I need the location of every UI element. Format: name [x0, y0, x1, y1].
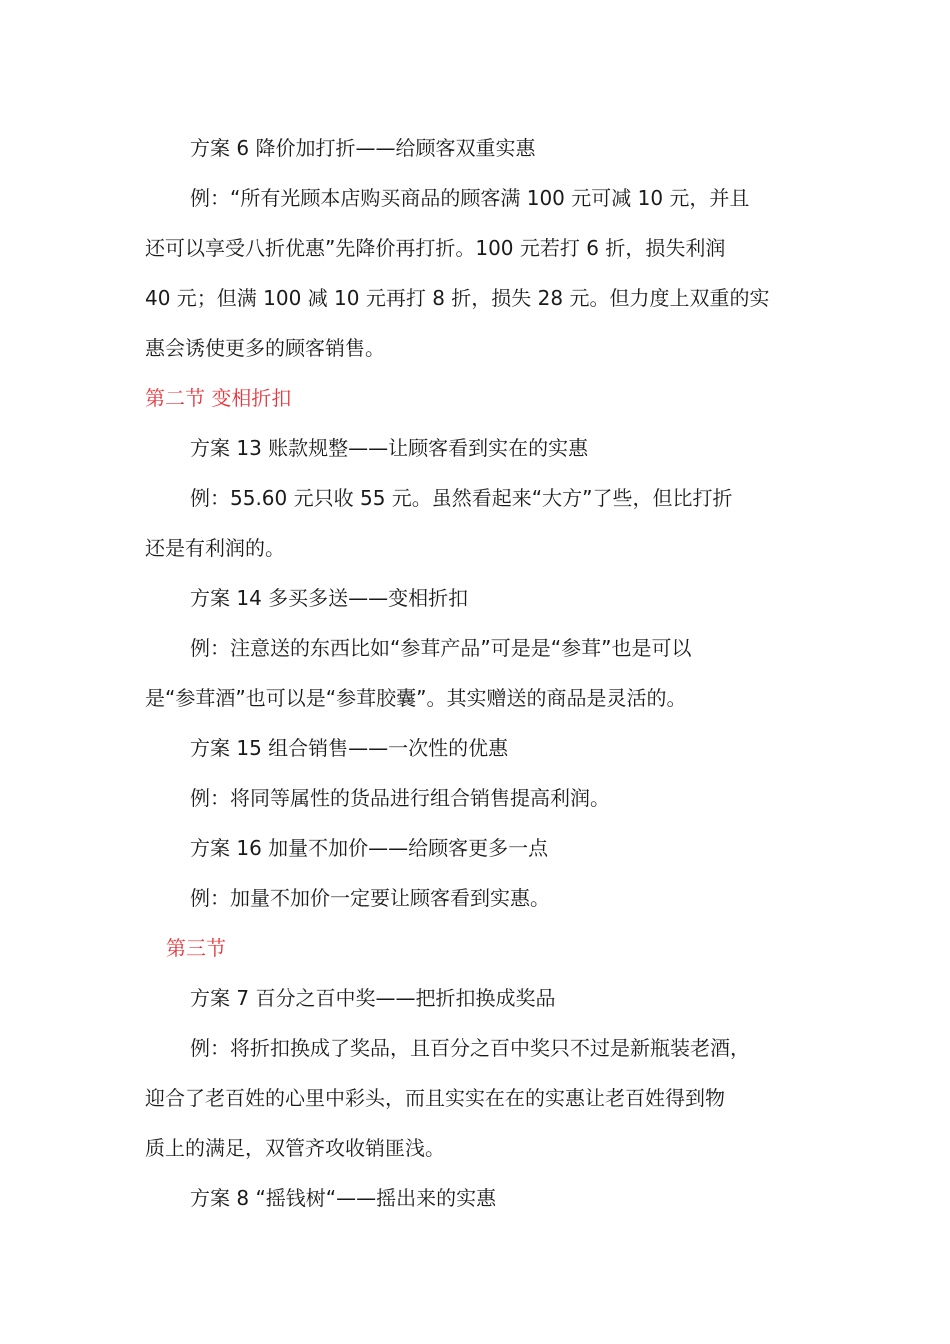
- plan-14-title: 方案 14 多买多送——变相折扣: [190, 586, 469, 610]
- plan-16-example: 例：加量不加价一定要让顾客看到实惠。: [190, 886, 550, 910]
- plan-8-title: 方案 8 “摇钱树“——摇出来的实惠: [190, 1186, 497, 1210]
- plan-7-example: 例：将折扣换成了奖品，且百分之百中奖只不过是新瓶装老酒，: [190, 1036, 750, 1060]
- plan-13-example-cont: 还是有利润的。: [145, 536, 285, 560]
- plan-6-example-cont: 40 元；但满 100 减 10 元再打 8 折，损失 28 元。但力度上双重的实: [145, 286, 770, 310]
- plan-6-example-cont: 还可以享受八折优惠”先降价再打折。100 元若打 6 折，损失利润: [145, 236, 726, 260]
- plan-7-title: 方案 7 百分之百中奖——把折扣换成奖品: [190, 986, 556, 1010]
- plan-6-title: 方案 6 降价加打折——给顾客双重实惠: [190, 136, 536, 160]
- plan-16-title: 方案 16 加量不加价——给顾客更多一点: [190, 836, 549, 860]
- plan-14-example: 例：注意送的东西比如“参茸产品”可是是“参茸”也是可以: [190, 636, 692, 660]
- plan-14-example-cont: 是“参茸酒”也可以是“参茸胶囊”。其实赠送的商品是灵活的。: [145, 686, 687, 710]
- plan-7-example-cont: 迎合了老百姓的心里中彩头，而且实实在在的实惠让老百姓得到物: [145, 1086, 725, 1110]
- plan-13-title: 方案 13 账款规整——让顾客看到实在的实惠: [190, 436, 589, 460]
- plan-15-title: 方案 15 组合销售——一次性的优惠: [190, 736, 509, 760]
- plan-6-example: 例：“所有光顾本店购买商品的顾客满 100 元可减 10 元，并且: [190, 186, 750, 210]
- plan-6-example-cont: 惠会诱使更多的顾客销售。: [145, 336, 385, 360]
- section-3-heading: 第三节: [166, 936, 226, 960]
- section-2-heading: 第二节 变相折扣: [145, 386, 292, 410]
- plan-15-example: 例：将同等属性的货品进行组合销售提高利润。: [190, 786, 610, 810]
- plan-13-example: 例：55.60 元只收 55 元。虽然看起来“大方”了些，但比打折: [190, 486, 733, 510]
- plan-7-example-cont: 质上的满足，双管齐攻收销匪浅。: [145, 1136, 445, 1160]
